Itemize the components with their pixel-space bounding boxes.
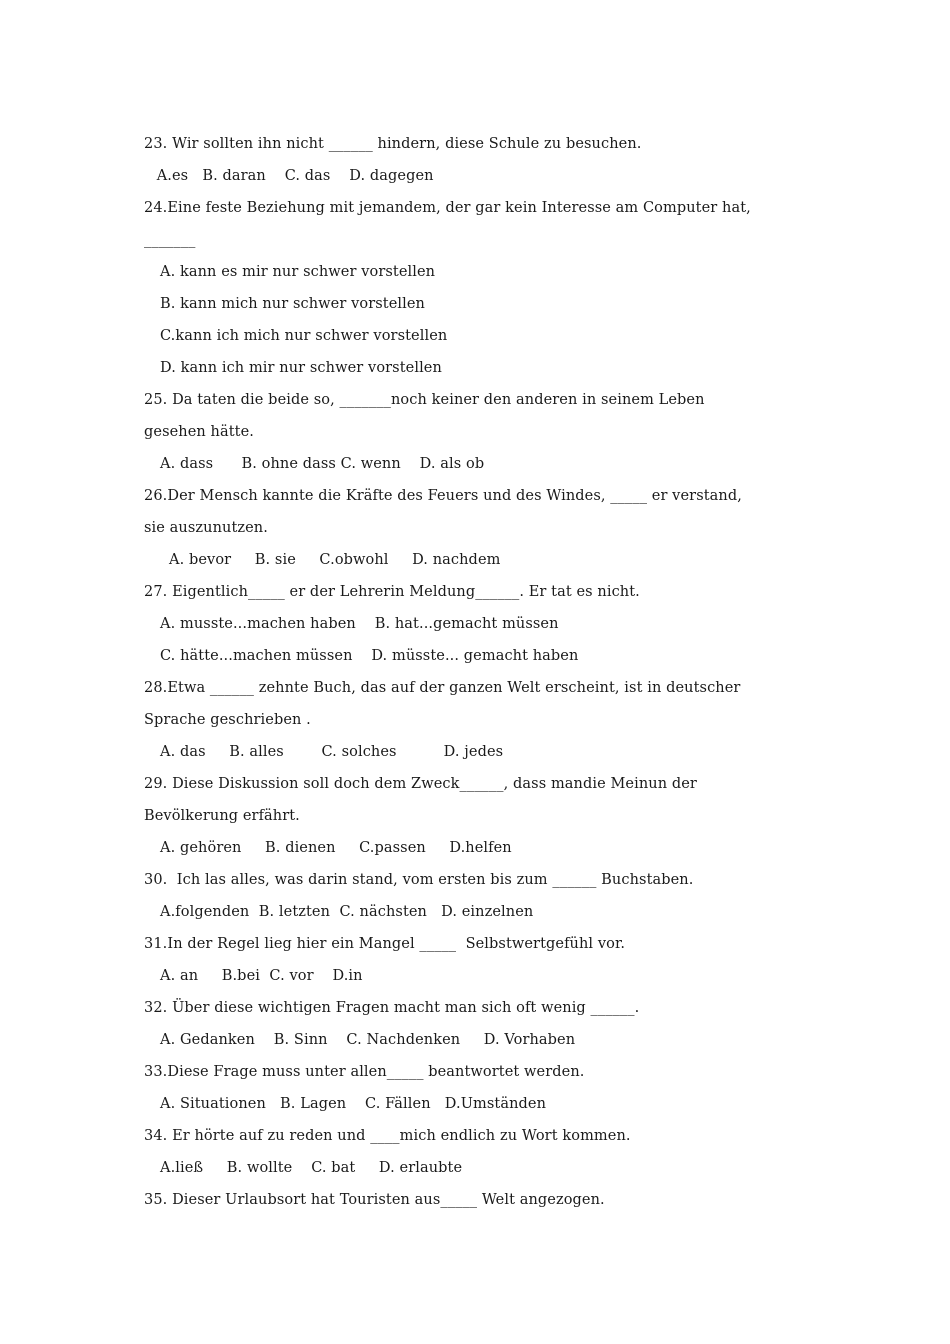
question-27-text: 27. Eigentlich_____ er der Lehrerin Meldung______. Er tat es nicht. <box>144 584 640 600</box>
question-27-options-cd: C. hätte...machen müssen D. müsste... gemacht haben <box>160 648 579 664</box>
question-24-option-b: B. kann mich nur schwer vorstellen <box>160 296 425 312</box>
question-32-text: 32. Über diese wichtigen Fragen macht man sich oft wenig ______. <box>144 1000 640 1016</box>
question-31-options: A. an B.bei C. vor D.in <box>160 968 363 984</box>
question-28-text: 28.Etwa ______ zehnte Buch, das auf der ganzen Welt erscheint, ist in deutscher <box>144 680 741 696</box>
question-25-text-cont: gesehen hätte. <box>144 424 254 440</box>
question-32-options: A. Gedanken B. Sinn C. Nachdenken D. Vorhaben <box>160 1032 576 1048</box>
question-34-options: A.ließ B. wollte C. bat D. erlaubte <box>160 1160 463 1176</box>
question-24-option-d: D. kann ich mir nur schwer vorstellen <box>160 360 442 376</box>
question-25-options: A. dass B. ohne dass C. wenn D. als ob <box>160 456 485 472</box>
question-24-text: 24.Eine feste Beziehung mit jemandem, der gar kein Interesse am Computer hat, <box>144 200 751 216</box>
question-35-text: 35. Dieser Urlaubsort hat Touristen aus_____ Welt angezogen. <box>144 1192 605 1208</box>
question-34-text: 34. Er hörte auf zu reden und ____mich endlich zu Wort kommen. <box>144 1128 631 1144</box>
question-23-options: A.es B. daran C. das D. dagegen <box>152 168 434 184</box>
question-33-text: 33.Diese Frage muss unter allen_____ beantwortet werden. <box>144 1064 585 1080</box>
question-27-options-ab: A. musste...machen haben B. hat...gemacht müssen <box>160 616 559 632</box>
question-28-options: A. das B. alles C. solches D. jedes <box>160 744 504 760</box>
question-26-text-cont: sie auszunutzen. <box>144 520 268 536</box>
question-28-text-cont: Sprache geschrieben . <box>144 712 311 728</box>
question-29-text: 29. Diese Diskussion soll doch dem Zweck______, dass mandie Meinun der <box>144 776 697 792</box>
question-25-text: 25. Da taten die beide so, _______noch keiner den anderen in seinem Leben <box>144 392 705 408</box>
question-30-options: A.folgenden B. letzten C. nächsten D. einzelnen <box>160 904 534 920</box>
question-24-option-a: A. kann es mir nur schwer vorstellen <box>160 264 436 280</box>
question-26-text: 26.Der Mensch kannte die Kräfte des Feuers und des Windes, _____ er verstand, <box>144 488 742 504</box>
question-33-options: A. Situationen B. Lagen C. Fällen D.Umständen <box>160 1096 547 1112</box>
question-24-option-c: C.kann ich mich nur schwer vorstellen <box>160 328 448 344</box>
question-23-text: 23. Wir sollten ihn nicht ______ hindern, diese Schule zu besuchen. <box>144 136 642 152</box>
question-29-options: A. gehören B. dienen C.passen D.helfen <box>160 840 512 856</box>
question-30-text: 30. Ich las alles, was darin stand, vom ersten bis zum ______ Buchstaben. <box>144 872 694 888</box>
question-29-text-cont: Bevölkerung erfährt. <box>144 808 300 824</box>
question-24-blank: _______ <box>144 232 196 248</box>
question-26-options: A. bevor B. sie C.obwohl D. nachdem <box>169 552 501 568</box>
question-31-text: 31.In der Regel lieg hier ein Mangel _____ Selbstwertgefühl vor. <box>144 936 626 952</box>
